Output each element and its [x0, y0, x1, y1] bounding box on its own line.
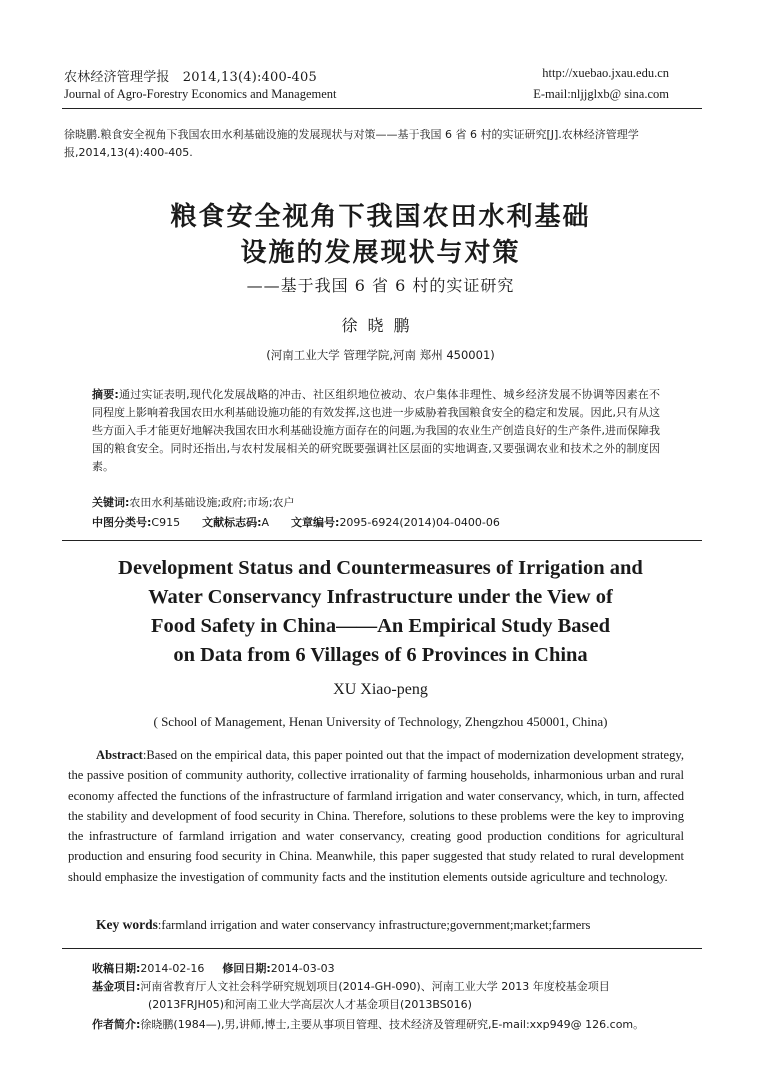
keywords-cn-label: 关键词: — [92, 496, 130, 509]
keywords-en-text: :farmland irrigation and water conservancy infrastructure;government;market;farmers — [157, 918, 591, 932]
title-en-line4: on Data from 6 Villages of 6 Provinces in China — [173, 644, 588, 666]
keywords-cn — [92, 494, 295, 510]
fund-label: 基金项目: — [92, 980, 141, 993]
abstract-cn-label: 摘要: — [92, 388, 119, 401]
journal-name-en: Journal of Agro-Forestry Economics and Management — [64, 87, 337, 101]
keywords-en — [96, 917, 590, 933]
keywords-en-label: Key words — [96, 917, 158, 932]
subtitle-cn: ——基于我国 6 省 6 村的实证研究 — [246, 276, 515, 295]
bio-text: 徐晓鹏(1984—),男,讲师,博士,主要从事项目管理、技术经济及管理研究,E-mail:xxp949@ 126.com。 — [140, 1018, 645, 1031]
article-no-label: 文章编号: — [291, 516, 340, 529]
fund-line1 — [92, 978, 610, 996]
revised-date: 2014-03-03 — [270, 962, 335, 975]
classification-line — [92, 514, 500, 530]
title-en-line1: Development Status and Countermeasures of Irrigation and — [118, 557, 643, 579]
received-date: 2014-02-16 — [140, 962, 205, 975]
abstract-en — [68, 745, 684, 887]
clc-value: C915 — [151, 516, 181, 529]
abstract-cn-text: 通过实证表明,现代化发展战略的冲击、社区组织地位被动、农户集体非理性、城乡经济发展不协调等因素在不同程度上影响着我国农田水利基础设施功能的有效发挥,这也进一步威胁着我国粮食安全的稳定和发展。因此,只有从这些方面入手才能更好地解决我国农田水利基础设施方面存在的问题,为我国的农业生产创造良好的生产条件,进而保障我国的粮食安全。同时还指出,与农村发展相关的研究既要强调社区层面的实地调查,又要强调农业和技术之外的制度因素。 — [92, 388, 660, 473]
journal-email[interactable]: E-mail:nljjglxb@ sina.com — [533, 87, 669, 101]
author-en: XU Xiao-peng — [333, 681, 428, 698]
abstract-en-label: Abstract — [96, 748, 143, 762]
title-en-line3: Food Safety in China——An Empirical Study Based — [150, 615, 611, 637]
revised-label: 修回日期: — [222, 962, 271, 975]
fund-text-1: 河南省教育厅人文社会科学研究规划项目(2014-GH-090)、河南工业大学 2013 年度校基金项目 — [140, 980, 610, 993]
title-cn-line1: 粮食安全视角下我国农田水利基础 — [170, 202, 591, 232]
citation: 徐晓鹏.粮食安全视角下我国农田水利基础设施的发展现状与对策——基于我国 6 省 6 村的实证研究[J].农林经济管理学报,2014,13(4):400-405. — [64, 128, 639, 159]
fund-text-2: (2013FRJH05)和河南工业大学高层次人才基金项目(2013BS016) — [148, 998, 472, 1011]
clc-label: 中图分类号: — [92, 516, 152, 529]
title-en-line2: Water Conservancy Infrastructure under the View of — [148, 586, 613, 608]
section-rule — [62, 540, 702, 541]
abstract-cn — [92, 386, 660, 476]
doc-code-label: 文献标志码: — [202, 516, 262, 529]
title-cn-line2: 设施的发展现状与对策 — [240, 238, 521, 268]
journal-url[interactable]: http://xuebao.jxau.edu.cn — [542, 66, 669, 80]
author-cn: 徐晓鹏 — [341, 316, 420, 335]
keywords-cn-text: 农田水利基础设施;政府;市场;农户 — [129, 496, 295, 509]
header-rule — [62, 108, 702, 109]
author-bio — [92, 1016, 644, 1034]
affiliation-cn: (河南工业大学 管理学院,河南 郑州 450001) — [266, 348, 495, 362]
journal-name-cn: 农林经济管理学报 2014,13(4):400-405 — [64, 70, 317, 85]
footnote-rule — [62, 948, 702, 949]
dates-line — [92, 960, 335, 978]
abstract-en-text: :Based on the empirical data, this paper pointed out that the impact of modernization development strategy, the passive position of community authority, collective irrationality of farming households, inharmonious urban and rural economy affected the functions of the infrastructure of farmland irrigation and water conservancy, which, in turn, affected the stability and development of food security in China. Therefore, solutions to these problems were the key to improving the infrastructure of farmland irrigation and water conservancy, creating good production conditions for agricultural production and ensuring food security in China. Meanwhile, this paper suggested that study related to rural development should emphasize the investigation of community facts and the institution elements outside agriculture and technology. — [68, 748, 684, 884]
received-label: 收稿日期: — [92, 962, 141, 975]
article-no-value: 2095-6924(2014)04-0400-06 — [339, 516, 500, 529]
affiliation-en: ( School of Management, Henan University of Technology, Zhengzhou 450001, China) — [153, 714, 608, 729]
doc-code-value: A — [261, 516, 270, 529]
bio-label: 作者简介: — [92, 1018, 141, 1031]
